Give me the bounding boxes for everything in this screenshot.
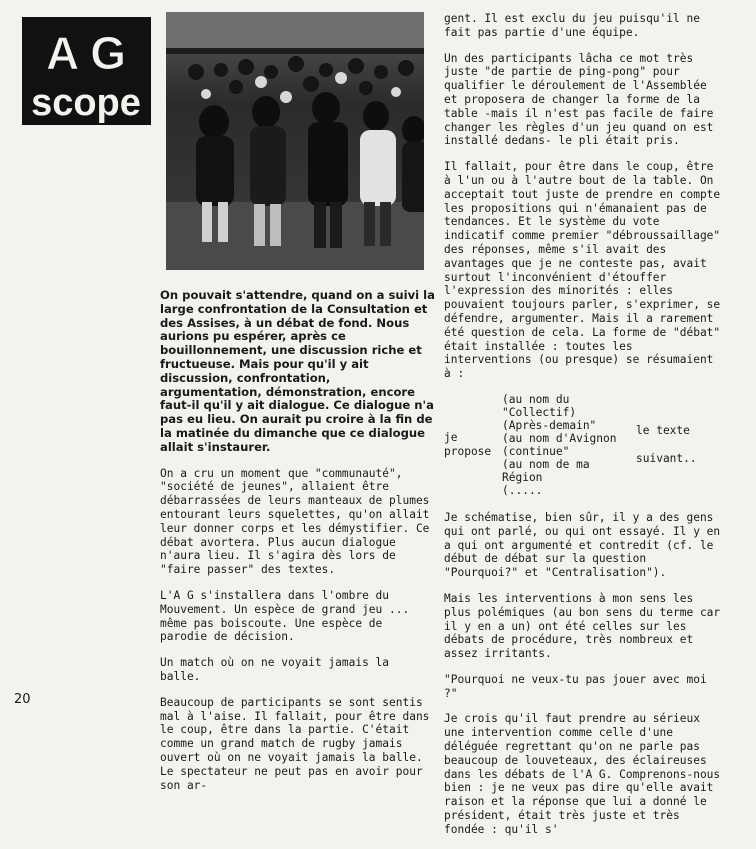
propose-tail-line: suivant.. (636, 451, 697, 465)
paragraph: Je crois qu'il faut prendre au sérieux une intervention comme celle d'une déléguée regrettant qu'on ne parle pas beaucoup de louveteaux, des éclaireuses dans les débats de l'A G. Comprenons-nous bien : je ne veux pas dire qu'elle avait raison et la réponse que lui a donné le président, était très juste et très fondée : qu'il s' (444, 712, 721, 836)
paragraph: Un des participants lâcha ce mot très juste "de partie de ping-pong" pour qualifier le déroulement de l'Assemblée et proposera de changer la forme de la table -mais il n'est pas facile de faire changer les règles d'un jeu quand on est installé dedans- le pli était pris. (444, 51, 714, 148)
propose-option: (Après-demain" (502, 418, 597, 432)
logo-line1: A G (45, 27, 127, 79)
paragraph: Beaucoup de participants se sont sentis mal à l'aise. Il fallait, pour être dans le coup, être dans la partie. C'était comme un grand match de rugby jamais ouvert où on ne voyait jamais la balle. Le spectateur ne peut pas en avoir pour son ar- (160, 695, 430, 792)
propose-option: (au nom d'Avignon (502, 431, 617, 445)
page-number: 20 (14, 692, 31, 707)
paragraph: Je schématise, bien sûr, il y a des gens qui ont parlé, ou qui ont essayé. Il y en a qui ont argumenté et contredit (cf. le début de débat sur la question "Pourquoi?" et "Centralisation"). (444, 510, 721, 580)
propose-lead: je propose (444, 431, 492, 458)
paragraph: Il fallait, pour être dans le coup, être à l'un ou à l'autre bout de la table. On acceptait tout juste de prendre en compte les propositions qui n'émanaient pas de tendances. Et le système du vote indicatif comme premier "débroussaillage" des réponses, même s'il avait des avantages que je ne conteste pas, avait surtout l'inconvénient d'étouffer l'expression des minorités : elles pouvaient toujours parler, s'exprimer, se défendre, argumenter. Mais il a rarement été question de cela. La forme de "débat" était installée : toutes les interventions (ou presque) se résumaient à : (444, 160, 721, 381)
left-column (160, 289, 436, 804)
logo-line2: scope (31, 82, 141, 124)
paragraph: gent. Il est exclu du jeu puisqu'il ne fait pas partie d'une équipe. (444, 12, 700, 39)
propose-option: (au nom du "Collectif) (502, 392, 577, 419)
propose-tail-line: le texte (636, 424, 690, 438)
propose-formula (444, 393, 722, 497)
paragraph: On a cru un moment que "communauté", "société de jeunes", allaient être débarrassées de leurs manteaux de plumes entourant leurs squelettes, qu'on allait leur donner corps et les démystifier. Ce débat avortera. Plus aucun dialogue n'aura lieu. Il s'agira dès lors de "faire passer" des textes. (160, 466, 430, 577)
paragraph: L'A G s'installera dans l'ombre du Mouvement. Un espèce de grand jeu ... même pas boiscoute. Une espèce de parodie de décision. (160, 588, 410, 644)
ag-scope-logo (22, 17, 151, 125)
subheading: Un match où on ne voyait jamais la balle. (160, 656, 390, 683)
propose-option: (continue" (502, 444, 570, 458)
propose-option: (..... (502, 483, 543, 497)
right-column (444, 12, 722, 849)
paragraph: Mais les interventions à mon sens les plus polémiques (au bon sens du terme car il y en a un) ont été celles sur les débats de procédure, très nombreux et assez irritants. (444, 591, 721, 661)
propose-options (502, 393, 636, 497)
subheading: "Pourquoi ne veux-tu pas jouer avec moi ?" (444, 672, 707, 700)
propose-option: (au nom de ma Région (502, 457, 590, 484)
crowd-photo (166, 12, 424, 270)
propose-tail (636, 424, 706, 466)
lead-paragraph: On pouvait s'attendre, quand on a suivi la large confrontation de la Consultation et des Assises, à un débat de fond. Nous aurions pu espérer, après ce bouillonnement, une discussion riche et fructueuse. Mais pour qu'il y ait discussion, confrontation, argumentation, démonstration, encore faut-il qu'il y ait dialogue. Ce dialogue n'a pas eu lieu. On aurait pu croire à la fin de la matinée du dimanche que ce dialogue allait s'instaurer. (160, 288, 435, 454)
